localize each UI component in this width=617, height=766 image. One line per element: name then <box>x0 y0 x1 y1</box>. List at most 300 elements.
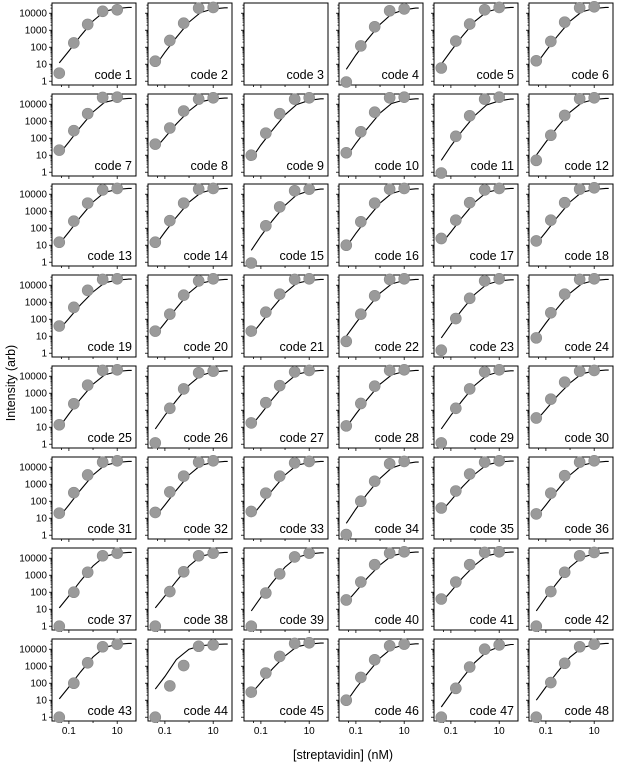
x-tick-label: 10 <box>111 726 123 737</box>
data-point <box>464 293 475 304</box>
panel <box>431 92 518 179</box>
data-point <box>68 678 79 689</box>
y-tick-label: 1000 <box>24 297 47 309</box>
data-point <box>464 197 475 208</box>
data-point <box>208 2 219 13</box>
data-point <box>574 184 585 195</box>
y-tick-label: 100 <box>30 678 47 690</box>
panel <box>241 548 328 633</box>
data-point <box>97 92 108 103</box>
data-point <box>494 639 505 650</box>
data-point <box>68 487 79 498</box>
data-point <box>112 4 123 15</box>
data-point <box>54 621 65 632</box>
data-point <box>589 273 600 284</box>
data-point <box>559 17 570 28</box>
y-tick-label: 100 <box>30 496 47 508</box>
panel-label: code 13 <box>87 249 132 263</box>
panel-label: code 4 <box>381 68 419 82</box>
data-point <box>384 274 395 285</box>
data-point <box>246 326 257 337</box>
data-point <box>355 126 366 137</box>
panel-label: code 35 <box>469 522 514 536</box>
data-point <box>97 274 108 285</box>
data-point <box>589 182 600 193</box>
data-point <box>399 92 410 103</box>
data-point <box>574 2 585 13</box>
panel-label: code 26 <box>183 431 228 445</box>
panel <box>431 2 518 88</box>
panel-label: code 7 <box>94 159 132 173</box>
data-point <box>479 184 490 195</box>
data-point <box>464 662 475 673</box>
data-point <box>289 551 300 562</box>
data-point <box>178 471 189 482</box>
y-tick-label: 10 <box>35 59 47 71</box>
data-point <box>559 289 570 300</box>
y-tick-label: 1 <box>41 348 47 360</box>
data-point <box>545 586 556 597</box>
data-point <box>559 567 570 578</box>
panel <box>19 92 136 179</box>
data-point <box>178 290 189 301</box>
panel <box>145 366 232 451</box>
data-point <box>54 145 65 156</box>
panel-label: code 46 <box>374 704 419 718</box>
panel <box>336 364 423 451</box>
data-point <box>246 417 257 428</box>
panel-label: code 44 <box>183 704 228 718</box>
panel <box>526 92 613 179</box>
panel-label: code 43 <box>87 704 132 718</box>
data-point <box>68 125 79 136</box>
y-tick-label: 1000 <box>24 479 47 491</box>
data-point <box>531 508 542 519</box>
panel-label: code 21 <box>279 340 324 354</box>
panel-label: code 18 <box>564 249 609 263</box>
data-point <box>384 5 395 16</box>
panel <box>336 3 423 88</box>
panel <box>431 364 518 451</box>
data-point <box>464 468 475 479</box>
data-point <box>355 398 366 409</box>
y-tick-label: 1 <box>41 712 47 724</box>
data-point <box>97 365 108 376</box>
data-point <box>274 651 285 662</box>
data-point <box>246 258 257 269</box>
data-point <box>450 215 461 226</box>
data-point <box>341 240 352 251</box>
panel-label: code 2 <box>190 68 228 82</box>
data-point <box>150 712 161 723</box>
y-tick-label: 10 <box>35 604 47 616</box>
panel <box>526 639 613 737</box>
data-point <box>164 122 175 133</box>
data-point <box>341 147 352 158</box>
data-point <box>304 92 315 103</box>
data-point <box>574 366 585 377</box>
data-point <box>289 366 300 377</box>
panel <box>336 456 423 542</box>
data-point <box>208 548 219 559</box>
data-point <box>164 403 175 414</box>
data-point <box>68 587 79 598</box>
data-point <box>304 637 315 648</box>
panel-label: code 8 <box>190 159 228 173</box>
y-tick-label: 10 <box>35 422 47 434</box>
data-point <box>260 128 271 139</box>
panel-label: code 41 <box>469 613 514 627</box>
panel <box>526 1 613 88</box>
data-point <box>494 546 505 557</box>
panel-label: code 15 <box>279 249 324 263</box>
data-point <box>82 19 93 30</box>
x-tick-label: 10 <box>207 726 219 737</box>
data-point <box>193 367 204 378</box>
y-tick-label: 100 <box>30 223 47 235</box>
data-point <box>494 183 505 194</box>
panel <box>241 637 328 737</box>
data-point <box>384 184 395 195</box>
panel <box>145 548 232 633</box>
panel <box>526 182 613 269</box>
panel-label: code 23 <box>469 340 514 354</box>
panel-label: code 3 <box>286 68 324 82</box>
data-point <box>164 215 175 226</box>
panel-label: code 17 <box>469 249 514 263</box>
data-point <box>559 110 570 121</box>
data-point <box>150 437 161 448</box>
y-tick-label: 10000 <box>19 99 47 111</box>
data-point <box>531 332 542 343</box>
y-tick-label: 10 <box>35 513 47 525</box>
panel <box>526 547 613 633</box>
data-point <box>274 289 285 300</box>
data-point <box>289 457 300 468</box>
data-point <box>369 107 380 118</box>
data-point <box>54 320 65 331</box>
y-tick-label: 10000 <box>19 553 47 565</box>
data-point <box>260 307 271 318</box>
data-point <box>82 198 93 209</box>
data-point <box>54 712 65 723</box>
panel <box>336 546 423 633</box>
panel <box>431 639 518 737</box>
data-point <box>545 36 556 47</box>
data-point <box>531 155 542 166</box>
data-point <box>150 139 161 150</box>
data-point <box>355 576 366 587</box>
panel-label: code 11 <box>470 159 514 173</box>
panel <box>19 183 136 269</box>
data-point <box>369 559 380 570</box>
data-point <box>193 641 204 652</box>
data-point <box>574 641 585 652</box>
panel <box>145 639 232 737</box>
data-point <box>193 184 204 195</box>
data-point <box>464 19 475 30</box>
data-point <box>178 18 189 29</box>
data-point <box>450 576 461 587</box>
data-point <box>384 92 395 103</box>
data-point <box>384 640 395 651</box>
panel <box>241 456 328 542</box>
data-point <box>436 345 447 356</box>
data-point <box>193 3 204 14</box>
data-point <box>399 183 410 194</box>
data-point <box>289 94 300 105</box>
data-point <box>97 641 108 652</box>
data-point <box>494 2 505 13</box>
data-point <box>82 657 93 668</box>
data-point <box>304 184 315 195</box>
data-point <box>246 687 257 698</box>
y-tick-label: 1000 <box>24 570 47 582</box>
data-point <box>355 40 366 51</box>
y-tick-label: 1 <box>41 621 47 633</box>
data-point <box>289 638 300 649</box>
data-point <box>589 547 600 558</box>
data-point <box>559 377 570 388</box>
data-point <box>54 419 65 430</box>
data-point <box>494 273 505 284</box>
data-point <box>260 667 271 678</box>
panel <box>526 365 613 451</box>
data-point <box>369 476 380 487</box>
panel <box>241 184 328 269</box>
panel-label: code 31 <box>87 522 132 536</box>
data-point <box>341 77 352 88</box>
panel-label: code 6 <box>571 68 609 82</box>
y-tick-label: 1 <box>41 257 47 269</box>
panel-label: code 20 <box>183 340 228 354</box>
data-point <box>399 546 410 557</box>
data-point <box>369 198 380 209</box>
panel-label: code 12 <box>564 159 609 173</box>
data-point <box>260 488 271 499</box>
panel <box>336 183 423 269</box>
panel-label: code 32 <box>183 522 228 536</box>
panel <box>145 455 232 542</box>
panel <box>145 92 232 179</box>
y-tick-label: 100 <box>30 133 47 145</box>
data-point <box>68 37 79 48</box>
panel <box>336 92 423 179</box>
data-point <box>304 548 315 559</box>
panel <box>19 364 136 451</box>
panel <box>241 273 328 360</box>
data-point <box>164 309 175 320</box>
data-point <box>304 273 315 284</box>
data-point <box>450 403 461 414</box>
y-tick-label: 10000 <box>19 371 47 383</box>
data-point <box>82 108 93 119</box>
y-tick-label: 1000 <box>24 116 47 128</box>
y-tick-label: 10 <box>35 695 47 707</box>
data-point <box>531 412 542 423</box>
data-point <box>150 237 161 248</box>
data-point <box>150 326 161 337</box>
y-tick-label: 1 <box>41 439 47 451</box>
data-point <box>341 420 352 431</box>
data-point <box>68 216 79 227</box>
data-point <box>274 568 285 579</box>
data-point <box>384 365 395 376</box>
panel-label: code 9 <box>286 159 324 173</box>
data-point <box>355 309 366 320</box>
data-point <box>464 383 475 394</box>
data-point <box>274 380 285 391</box>
data-point <box>545 307 556 318</box>
data-point <box>479 275 490 286</box>
data-point <box>341 594 352 605</box>
data-point <box>97 6 108 17</box>
data-point <box>112 273 123 284</box>
panel <box>145 273 232 360</box>
data-point <box>112 183 123 194</box>
panel <box>19 548 136 633</box>
data-point <box>208 183 219 194</box>
data-point <box>289 274 300 285</box>
panel-label: code 5 <box>476 68 514 82</box>
x-tick-label: 0.1 <box>443 726 458 737</box>
data-point <box>574 550 585 561</box>
panel-label: code 10 <box>374 159 419 173</box>
data-point <box>574 457 585 468</box>
data-point <box>178 566 189 577</box>
data-point <box>164 586 175 597</box>
data-point <box>341 336 352 347</box>
data-point <box>178 383 189 394</box>
data-point <box>193 457 204 468</box>
data-point <box>531 621 542 632</box>
data-point <box>589 1 600 12</box>
panel <box>145 183 232 269</box>
y-axis-title: Intensity (arb) <box>4 344 18 422</box>
panel-label: code 33 <box>279 522 324 536</box>
panel-label: code 16 <box>374 249 419 263</box>
data-point <box>399 273 410 284</box>
data-point <box>369 654 380 665</box>
panels-grid <box>19 1 613 737</box>
data-point <box>479 457 490 468</box>
data-point <box>82 285 93 296</box>
data-point <box>531 712 542 723</box>
y-tick-label: 10 <box>35 331 47 343</box>
data-point <box>589 365 600 376</box>
data-point <box>531 235 542 246</box>
panel <box>19 273 136 360</box>
data-point <box>450 313 461 324</box>
data-point <box>193 275 204 286</box>
data-point <box>559 470 570 481</box>
panel <box>336 273 423 360</box>
panel <box>526 273 613 360</box>
panel-label: code 37 <box>87 613 132 627</box>
panel-label: code 47 <box>469 704 514 718</box>
data-point <box>399 639 410 650</box>
panel-label: code 27 <box>279 431 324 445</box>
panel <box>241 3 328 88</box>
data-point <box>112 639 123 650</box>
data-point <box>289 185 300 196</box>
data-point <box>304 456 315 467</box>
y-tick-label: 10000 <box>19 644 47 656</box>
data-point <box>97 457 108 468</box>
data-point <box>246 506 257 517</box>
data-point <box>164 35 175 46</box>
panel-label: code 42 <box>564 613 609 627</box>
y-tick-label: 10000 <box>19 462 47 474</box>
panel <box>145 2 232 88</box>
x-tick-label: 0.1 <box>253 726 268 737</box>
data-point <box>436 502 447 513</box>
y-tick-label: 100 <box>30 42 47 54</box>
data-point <box>436 712 447 723</box>
data-point <box>208 639 219 650</box>
panel-label: code 38 <box>183 613 228 627</box>
data-point <box>274 201 285 212</box>
data-point <box>399 456 410 467</box>
panel <box>19 3 136 88</box>
data-point <box>208 455 219 466</box>
data-point <box>112 455 123 466</box>
data-point <box>355 216 366 227</box>
data-point <box>479 366 490 377</box>
data-point <box>450 683 461 694</box>
data-point <box>246 150 257 161</box>
data-point <box>494 455 505 466</box>
data-point <box>436 233 447 244</box>
panel <box>241 365 328 451</box>
data-point <box>304 365 315 376</box>
y-tick-label: 100 <box>30 587 47 599</box>
panel-label: code 1 <box>94 68 132 82</box>
panel-label: code 24 <box>564 340 609 354</box>
data-point <box>54 68 65 79</box>
data-point <box>479 94 490 105</box>
data-point <box>112 92 123 103</box>
y-tick-label: 10000 <box>19 280 47 292</box>
panel <box>336 639 423 737</box>
x-tick-label: 10 <box>588 726 600 737</box>
y-tick-label: 1000 <box>24 388 47 400</box>
data-point <box>559 658 570 669</box>
data-point <box>369 21 380 32</box>
data-point <box>494 364 505 375</box>
data-point <box>260 220 271 231</box>
panel-label: code 48 <box>564 704 609 718</box>
data-point <box>369 381 380 392</box>
y-tick-label: 10 <box>35 150 47 162</box>
data-point <box>355 672 366 683</box>
x-tick-label: 10 <box>398 726 410 737</box>
data-point <box>436 63 447 74</box>
panel <box>431 183 518 269</box>
data-point <box>494 92 505 103</box>
data-point <box>464 110 475 121</box>
data-point <box>97 550 108 561</box>
data-point <box>208 92 219 103</box>
data-point <box>559 197 570 208</box>
panel-label: code 40 <box>374 613 419 627</box>
panel <box>19 639 136 737</box>
data-point <box>545 677 556 688</box>
data-point <box>68 302 79 313</box>
x-axis-title: [streptavidin] (nM) <box>292 748 394 762</box>
data-point <box>399 3 410 14</box>
y-tick-label: 1000 <box>24 661 47 673</box>
